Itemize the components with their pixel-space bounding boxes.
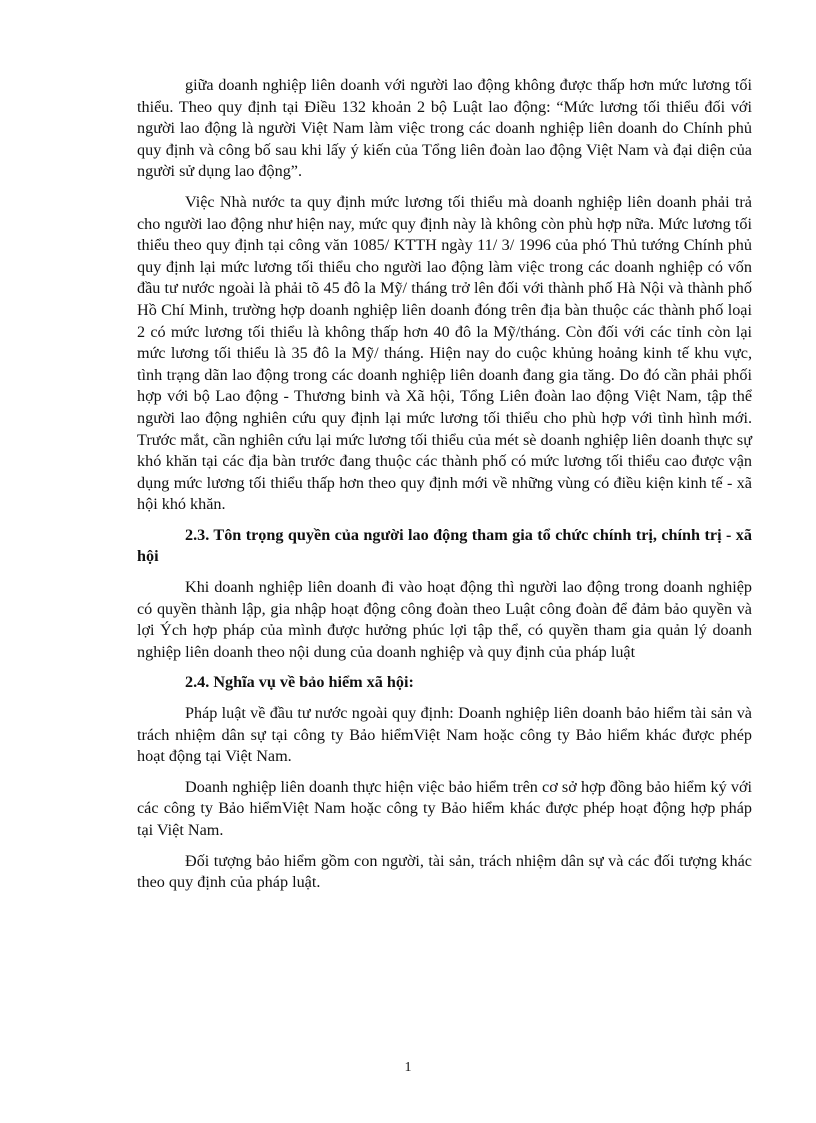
paragraph-foreign-investment-insurance: Pháp luật về đầu tư nước ngoài quy định: Doanh nghiệp liên doanh bảo hiểm tài sản và trách nhiệm dân sự tại công ty Bảo hiểmViệt Nam hoặc công ty Bảo hiểm khác được phép hoạt động tại Việt Nam. — [137, 704, 752, 766]
paragraph-insured-subjects: Đối tượng bảo hiểm gồm con người, tài sản, trách nhiệm dân sự và các đối tượng khác theo quy định của pháp luật. — [137, 851, 752, 892]
paragraph-insurance-contracts: Doanh nghiệp liên doanh thực hiện việc bảo hiểm trên cơ sở hợp đồng bảo hiểm ký với các công ty Bảo hiểmViệt Nam hoặc công ty Bảo hiểm khác được phép hoạt động hợp pháp tại Việt Nam. — [137, 777, 752, 839]
section-heading-2-3: 2.3. Tôn trọng quyền của người lao động tham gia tổ chức chính trị, chính trị - xã hội — [137, 525, 752, 566]
document-page — [137, 75, 752, 903]
paragraph-trade-union-rights: Khi doanh nghiệp liên doanh đi vào hoạt động thì người lao động trong doanh nghiệp có quyền thành lập, gia nhập hoạt động công đoàn theo Luật công đoàn để đảm bảo quyền và lợi Ých hợp pháp của mình được hưởng phúc lợi tập thể, có quyền tham gia quản lý doanh nghiệp liên doanh theo nội dung của doanh nghiệp và quy định của pháp luật — [137, 578, 752, 661]
page-number: 1 — [404, 1060, 412, 1075]
section-heading-2-4: 2.4. Nghĩa vụ về bảo hiểm xã hội: — [185, 673, 414, 692]
paragraph-minimum-wage-continuation: giữa doanh nghiệp liên doanh với người lao động không được thấp hơn mức lương tối thiểu. Theo quy định tại Điều 132 khoản 2 bộ Luật lao động: “Mức lương tối thiểu đối với người lao động là người Việt Nam làm việc trong các doanh nghiệp liên doanh do Chính phủ quy định và công bố sau khi lấy ý kiến của Tổng liên đoàn lao động Việt Nam và đại diện của người sử dụng lao động”. — [137, 76, 752, 181]
paragraph-minimum-wage-policy: Việc Nhà nước ta quy định mức lương tối thiểu mà doanh nghiệp liên doanh phải trả cho người lao động như hiện nay, mức quy định này là không còn phù hợp nữa. Mức lương tối thiểu theo quy định tại công văn 1085/ KTTH ngày 11/ 3/ 1996 của phó Thủ tướng Chính phủ quy định lại mức lương tối thiểu cho người lao động làm việc trong các doanh nghiệp có vốn đầu tư nước ngoài là phải tõ 45 đô la Mỹ/ tháng trở lên đối với thành phố Hà Nội và thành phố Hồ Chí Minh, trường hợp doanh nghiệp liên doanh đóng trên địa bàn thuộc các thành phố loại 2 có mức lương tối thiểu là không thấp hơn 40 đô la Mỹ/tháng. Còn đối với các tỉnh còn lại mức lương tối thiểu là 35 đô la Mỹ/ tháng. Hiện nay do cuộc khủng hoảng kinh tế khu vực, tình trạng dãn lao động trong các doanh nghiệp liên doanh đang gia tăng. Do đó cần phải phối hợp với bộ Lao động - Thương binh và Xã hội, Tổng Liên đoàn lao động Việt Nam, tập thể người lao động nghiên cứu quy định lại mức lương tối thiểu cho phù hợp với tình hình mới. Trước mắt, cần nghiên cứu lại mức lương tối thiểu của mét sè doanh nghiệp liên doanh thực sự khó khăn tại các địa bàn trước đang thuộc các thành phố có mức lương tối thiểu cao được vận dụng mức lương tối thiểu thấp hơn theo quy định mới về những vùng có điều kiện kinh tế - xã hội khó khăn. — [137, 192, 752, 514]
